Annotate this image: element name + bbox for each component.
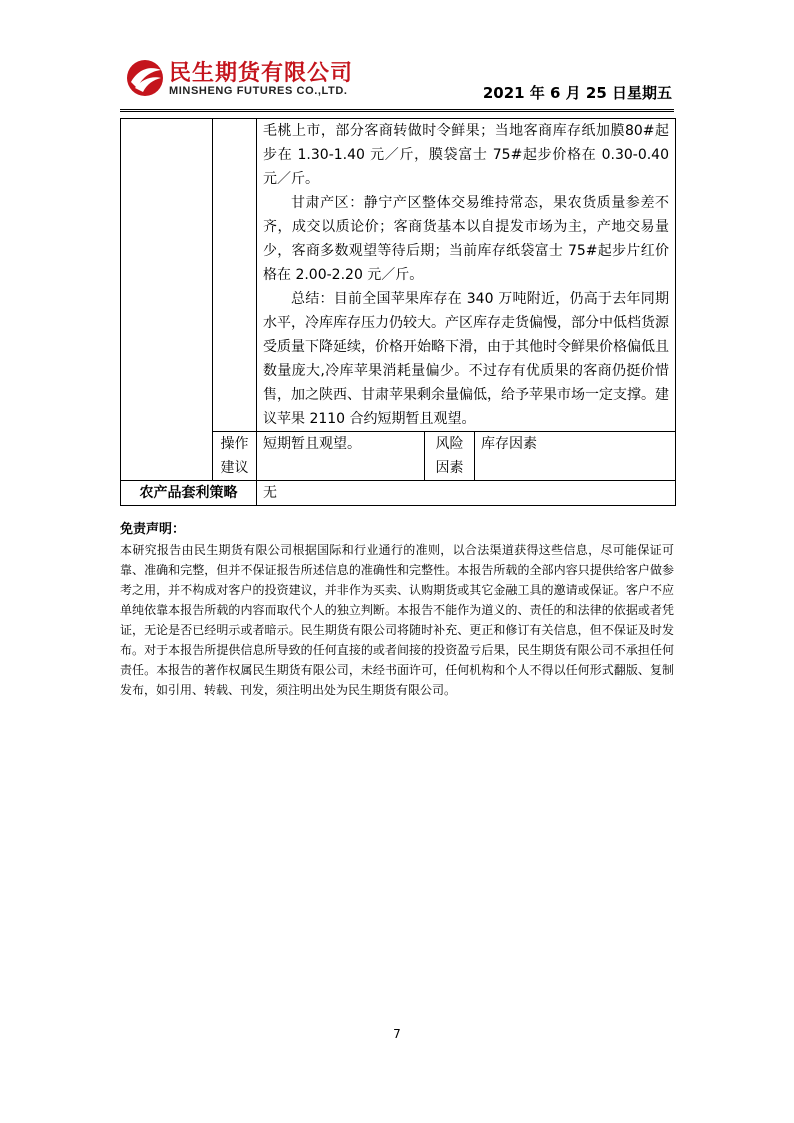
header-divider <box>120 109 674 112</box>
disclaimer-section <box>120 520 674 700</box>
empty-cell <box>213 119 257 432</box>
risk-label: 风险 <box>435 436 464 452</box>
risk-label: 因素 <box>435 460 464 476</box>
operation-label: 建议 <box>220 460 249 476</box>
disclaimer-title: 免责声明： <box>120 522 186 537</box>
company-name-en: MINSHENG FUTURES CO.,LTD. <box>169 85 348 97</box>
report-date: 2021 年 6 月 25 日星期五 <box>482 84 672 102</box>
operation-value: 短期暂且观望。 <box>257 432 425 481</box>
disclaimer-body: 本研究报告由民生期货有限公司根据国际和行业通行的准则，以合法渠道获得这些信息，尽可能保证可靠、准确和完整，但并不保证报告所述信息的准确性和完整性。本报告所载的全部内容只提供给客户做参考之用，并不构成对客户的投资建议，并非作为买卖、认购期货或其它金融工具的邀请或保证。客户不应单纯依靠本报告所载的内容而取代个人的独立判断。本报告不能作为道义的、责任的和法律的依据或者凭证，无论是否已经明示或者暗示。民生期货有限公司将随时补充、更正和修订有关信息，但不保证及时发布。对于本报告所提供信息所导致的任何直接的或者间接的投资盈亏后果，民生期货有限公司不承担任何责任。本报告的著作权属民生期货有限公司，未经书面许可，任何机构和个人不得以任何形式翻版、复制发布，如引用、转载、刊发，须注明出处为民生期货有限公司。 <box>120 543 674 697</box>
content-paragraph: 甘肃产区：静宁产区整体交易维持常态，果农货质量参差不齐，成交以质论价；客商货基本以自提发市场为主，产地交易量少，客商多数观望等待后期；当前库存纸袋富士 75#起步片红价格在 2.00-2.20 元／斤。 <box>263 195 669 283</box>
strategy-table <box>120 118 676 506</box>
operation-label: 操作 <box>220 436 249 452</box>
content-paragraph: 毛桃上市，部分客商转做时令鲜果；当地客商库存纸加膜80#起步在 1.30-1.40 元／斤，膜袋富士 75#起步价格在 0.30-0.40 元／斤。 <box>263 123 669 187</box>
minsheng-logo-icon <box>125 58 165 98</box>
empty-cell <box>121 119 213 481</box>
table-row <box>121 119 676 432</box>
company-name-cn: 民生期货有限公司 <box>169 61 354 86</box>
arbitrage-value: 无 <box>257 481 676 506</box>
company-logo <box>125 54 365 102</box>
table-row <box>121 481 676 506</box>
analysis-content-cell <box>257 119 676 432</box>
arbitrage-label: 农产品套利策略 <box>121 481 257 506</box>
content-paragraph: 总结：目前全国苹果库存在 340 万吨附近，仍高于去年同期水平，冷库库存压力仍较大。产区库存走货偏慢，部分中低档货源受质量下降延续，价格开始略下滑，由于其他时令鲜果价格偏低且数量庞大,冷库苹果消耗量偏少。不过存有优质果的客商仍挺价惜售，加之陕西、甘肃苹果剩余量偏低，给予苹果市场一定支撑。建议苹果 2110 合约短期暂且观望。 <box>263 291 669 427</box>
risk-value: 库存因素 <box>475 432 676 481</box>
operation-label-cell <box>213 432 257 481</box>
risk-label-cell <box>425 432 475 481</box>
page-number: 7 <box>393 1027 401 1041</box>
